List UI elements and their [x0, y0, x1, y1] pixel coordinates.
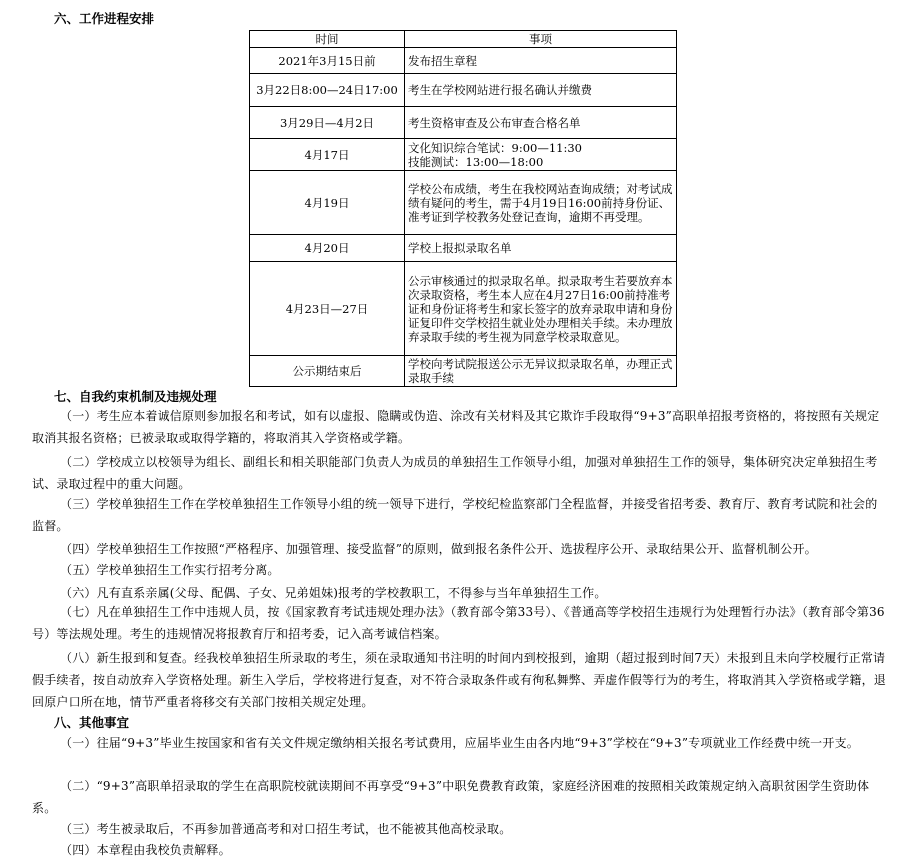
paragraph: （七）凡在单独招生工作中违规人员，按《国家教育考试违规处理办法》（教育部令第33号）、《普通高等学校招生违规行为处理暂行办法》（教育部令第36号）等法规处理。考生的违规情况将报教育厅和招考委，记入高考诚信档案。 — [32, 605, 885, 641]
table-row — [250, 107, 677, 139]
row-time: 4月23日—27日 — [250, 262, 405, 356]
paragraph: （六）凡有直系亲属(父母、配偶、子女、兄弟姐妹)报考的学校教职工，不得参与当年单独招生工作。 — [60, 586, 607, 600]
table-row — [250, 171, 677, 235]
paragraph: （四）学校单独招生工作按照“严格程序、加强管理、接受监督”的原则，做到报名条件公开、选拔程序公开、录取结果公开、监督机制公开。 — [60, 542, 817, 556]
row-time: 4月19日 — [250, 171, 405, 235]
paragraph: （八）新生报到和复查。经我校单独招生所录取的考生，须在录取通知书注明的时间内到校报到，逾期（超过报到时间7天）未报到且未向学校履行正常请假手续者，按自动放弃入学资格处理。新生入学后，学校将进行复查，对不符合录取条件或有徇私舞弊、弄虚作假等行为的考生，将取消其入学资格或学籍，退回原户口所在地，情节严重者将移交有关部门按相关规定处理。 — [32, 651, 887, 709]
table-row — [250, 262, 677, 356]
paragraph: （五）学校单独招生工作实行招考分离。 — [60, 563, 280, 577]
row-item: 考生在学校网站进行报名确认并缴费 — [405, 74, 677, 107]
table-row — [250, 235, 677, 262]
header-time: 时间 — [250, 31, 405, 48]
row-time: 公示期结束后 — [250, 356, 405, 387]
table-row — [250, 48, 677, 74]
row-item: 学校向考试院报送公示无异议拟录取名单，办理正式录取手续 — [405, 356, 677, 387]
row-item: 学校公布成绩，考生在我校网站查询成绩；对考试成绩有疑问的考生，需于4月19日16:00前持身份证、准考证到学校教务处登记查询，逾期不再受理。 — [405, 171, 677, 235]
paragraph: （三）学校单独招生工作在学校单独招生工作领导小组的统一领导下进行，学校纪检监察部门全程监督，并接受省招考委、教育厅、教育考试院和社会的监督。 — [32, 497, 878, 533]
section-7-heading: 七、自我约束机制及违规处理 — [54, 389, 217, 404]
table-row — [250, 356, 677, 387]
paragraph: （二）学校成立以校领导为组长、副组长和相关职能部门负责人为成员的单独招生工作领导小组，加强对单独招生工作的领导，集体研究决定单独招生考试、录取过程中的重大问题。 — [32, 455, 878, 491]
header-item: 事项 — [405, 31, 677, 48]
paragraph: （三）考生被录取后，不再参加普通高考和对口招生考试，也不能被其他高校录取。 — [60, 822, 512, 836]
row-time: 3月29日—4月2日 — [250, 107, 405, 139]
section-6-heading: 六、工作进程安排 — [54, 11, 155, 26]
row-item: 文化知识综合笔试：9:00—11:30 技能测试：13:00—18:00 — [405, 139, 677, 171]
paragraph: （一）往届“9+3”毕业生按国家和省有关文件规定缴纳相关报名考试费用，应届毕业生由各内地“9+3”学校在“9+3”专项就业工作经费中统一开支。 — [60, 736, 859, 750]
row-item: 学校上报拟录取名单 — [405, 235, 677, 262]
section-8-heading: 八、其他事宜 — [54, 715, 130, 730]
row-item: 发布招生章程 — [405, 48, 677, 74]
schedule-table — [249, 30, 677, 387]
row-time: 4月17日 — [250, 139, 405, 171]
row-item: 公示审核通过的拟录取名单。拟录取考生若要放弃本次录取资格，考生本人应在4月27日16:00前持准考证和身份证将考生和家长签字的放弃录取申请和身份证复印件交学校招生就业处办理相关手续。未办理放弃录取手续的考生视为同意学校录取意见。 — [405, 262, 677, 356]
paragraph: （一）考生应本着诚信原则参加报名和考试，如有以虚报、隐瞒或伪造、涂改有关材料及其它欺诈手段取得“9+3”高职单招报考资格的，将按照有关规定取消其报名资格；已被录取或取得学籍的，将取消其入学资格或学籍。 — [32, 409, 880, 445]
row-time: 3月22日8:00—24日17:00 — [250, 74, 405, 107]
paragraph: （二）“9+3”高职单招录取的学生在高职院校就读期间不再享受“9+3”中职免费教育政策，家庭经济困难的按照相关政策规定纳入高职贫困学生资助体系。 — [32, 779, 870, 815]
row-item: 考生资格审查及公布审查合格名单 — [405, 107, 677, 139]
table-row — [250, 139, 677, 171]
table-header-row — [250, 31, 677, 48]
table-row — [250, 74, 677, 107]
paragraph: （四）本章程由我校负责解释。 — [60, 843, 231, 857]
row-time: 2021年3月15日前 — [250, 48, 405, 74]
row-time: 4月20日 — [250, 235, 405, 262]
